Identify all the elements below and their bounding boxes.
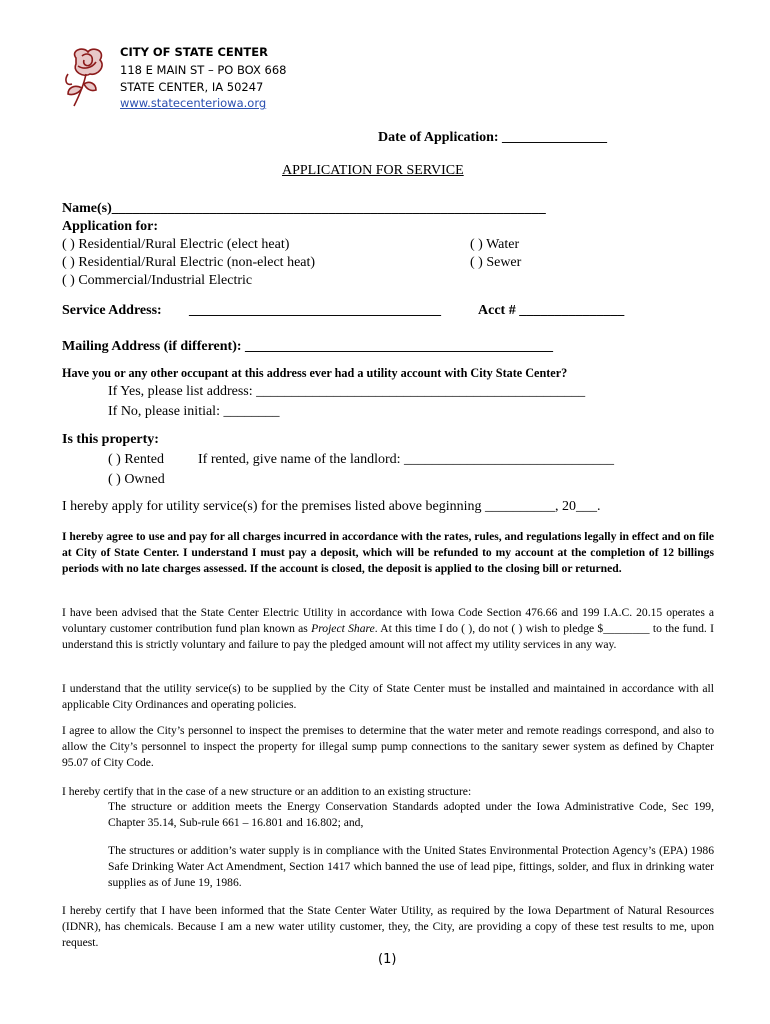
project-share-name: Project Share <box>311 622 375 635</box>
property-label: Is this property: <box>62 432 159 447</box>
org-name: CITY OF STATE CENTER <box>120 45 268 59</box>
service-start-date-field[interactable]: I hereby apply for utility service(s) for the premises listed above beginning __________, 20___. <box>62 499 601 514</box>
account-number-field[interactable]: Acct # _______________ <box>478 303 625 318</box>
certify-structure-paragraph: I hereby certify that in the case of a new structure or an addition to an existing structure: <box>62 785 472 798</box>
if-no-initial-field[interactable]: If No, please initial: ________ <box>108 404 280 419</box>
names-field[interactable]: Name(s)______________________________________________________________ <box>62 201 546 216</box>
mailing-address-field[interactable]: Mailing Address (if different): ____________________________________________ <box>62 339 554 354</box>
installation-paragraph: I understand that the utility service(s) to be supplied by the City of State Center must be installed and maintained in accordance with all applicable City Ordinances and operating policies. <box>62 682 714 711</box>
project-share-text-after: . At this time I do ( ), do not ( ) wish to pledge $________ to the fund. I understand this is strictly voluntary and failure to pay the pledged amount will not affect my utility services in any way. <box>62 622 714 651</box>
rose-logo-icon <box>62 44 112 110</box>
if-yes-address-field[interactable]: If Yes, please list address: _______________________________________________ <box>108 384 586 399</box>
option-residential-elect-heat[interactable]: ( ) Residential/Rural Electric (elect heat) <box>62 237 290 252</box>
landlord-name-field[interactable]: If rented, give name of the landlord: ______________________________ <box>198 452 615 467</box>
page-number: (1) <box>378 952 397 967</box>
application-for-label: Application for: <box>62 219 159 234</box>
charges-agreement-paragraph: I hereby agree to use and pay for all charges incurred in accordance with the rates, rules, and regulations legally in effect and on file at City of State Center. I understand I must pay a deposit, which will be refunded to my account at the completion of 12 billings periods with no late charges assessed. If the account is closed, the deposit is applied to the closing bill or returned. <box>62 530 715 575</box>
inspection-paragraph: I agree to allow the City’s personnel to inspect the premises to determine that the water meter and remote readings correspond, and also to allow the City’s personnel to inspect the property for illegal sump pump connections to the sanitary sewer system as defined by Chapter 95.07 of City Code. <box>62 724 714 769</box>
service-address-label: Service Address: <box>62 303 162 318</box>
energy-standards-paragraph: The structure or addition meets the Energy Conservation Standards adopted under the Iowa Administrative Code, Sec 199, Chapter 35.14, Sub-rule 661 – 16.801 and 16.802; and, <box>108 800 714 829</box>
epa-compliance-paragraph: The structures or addition’s water supply is in compliance with the United States Environmental Protection Agency’s (EPA) 1986 Safe Drinking Water Act Amendment, Section 1417 which banned the use of lead pipe, fittings, solder, and flux in drinking water supplies as of June 19, 1986. <box>108 844 714 889</box>
option-owned[interactable]: ( ) Owned <box>108 472 165 487</box>
project-share-text-before: I have been advised that the State Center Electric Utility in accordance with Iowa Code Section 476.66 and 199 I.A.C. 20.15 operates a voluntary customer contribution fund plan known as <box>62 606 714 635</box>
website-link[interactable]: www.statecenteriowa.org <box>120 96 267 110</box>
option-water[interactable]: ( ) Water <box>470 237 520 252</box>
page-title: APPLICATION FOR SERVICE <box>282 163 464 178</box>
idnr-paragraph: I hereby certify that I have been informed that the State Center Water Utility, as required by the Iowa Department of Natural Resources (IDNR), has chemicals. Because I am a new water utility customer, they, the City, are providing a copy of these test results to me, upon request. <box>62 904 714 949</box>
project-share-paragraph <box>62 605 714 653</box>
option-residential-non-elect-heat[interactable]: ( ) Residential/Rural Electric (non-elect heat) <box>62 255 316 270</box>
option-rented[interactable]: ( ) Rented <box>108 452 164 467</box>
address-line-1: 118 E MAIN ST – PO BOX 668 <box>120 63 287 77</box>
option-commercial-industrial[interactable]: ( ) Commercial/Industrial Electric <box>62 273 253 288</box>
utility-account-question: Have you or any other occupant at this address ever had a utility account with City State Center? <box>62 366 568 380</box>
service-address-field[interactable]: ____________________________________ <box>189 303 441 318</box>
option-sewer[interactable]: ( ) Sewer <box>470 255 522 270</box>
date-of-application[interactable]: Date of Application: _______________ <box>378 130 608 145</box>
address-line-2: STATE CENTER, IA 50247 <box>120 80 264 94</box>
